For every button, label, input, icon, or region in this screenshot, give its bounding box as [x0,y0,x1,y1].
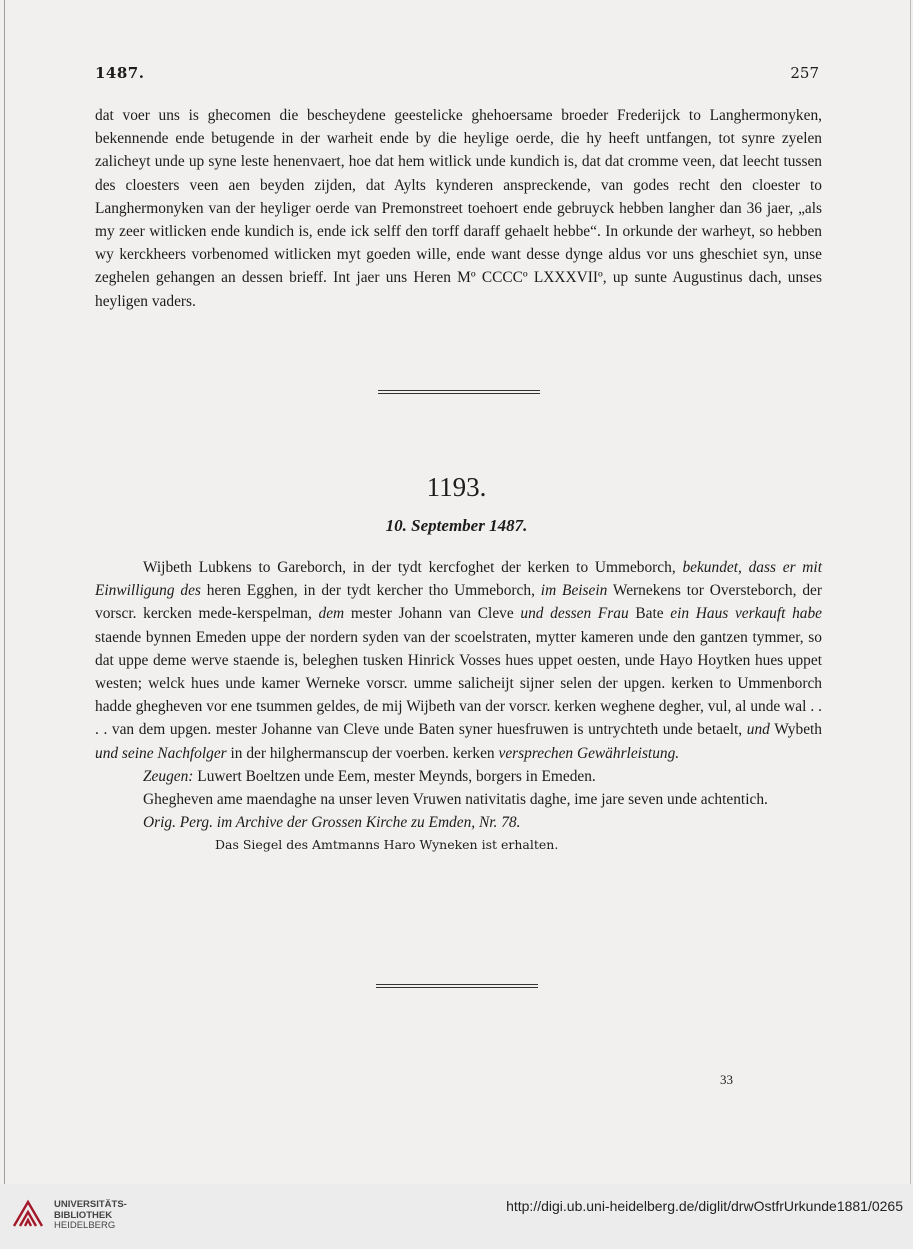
header-page-number: 257 [790,64,819,82]
witnesses-paragraph [95,765,822,788]
page-left-edge [4,0,5,1184]
text-run-italic: ein Haus verkauft habe [670,605,823,623]
previous-document-text [95,104,822,313]
source-text: Orig. Perg. im Archive der Grossen Kirche zu Emden, Nr. [143,814,498,832]
text-run: Wybeth [774,721,822,739]
header-year: 1487. [95,64,145,82]
text-run: Wijbeth Lubkens to Gareborch, in der tydt kercfoghet der kerken to Ummeborch, [143,559,676,576]
text-run-italic: und seine Nachfolger [95,744,227,762]
source-number: 78. [501,814,521,832]
university-library-logo-icon [10,1196,46,1232]
paragraph: dat voer uns is ghecomen die bescheydene geestelicke ghehoersame broeder Frederijck to Langhermonyken, bekennende ende betugende in der warheit ende by die heylige oerde, die hy heeft untfangen, tot synre zyelen zalicheyt unde up syne leste henenvaert, hoe dat hem witlick unde kundich is, dat dat cromme veen, dat leecht tussen des cloesters veen aen beyden zijden, dat Aylts kynderen anspreckende, van godes recht den cloester to Langhermonyken van der heyliger oerde van Premonstreet toehoert ende gebruyck hebben langher dan 36 jaer, „als my zeer witlicken ende kundich is, ende ick selff den torff daraff gehaelt hebbe“. In orkunde der warheyt, so hebben wy kerckheers vorbenomed witlicken myt goeden wille, ende want desse dynge aldus vor uns gheschiet syn, unse zeghelen gehangen an dessen brieff. Int jaer uns Heren Mº CCCCº LXXXVIIº, up sunte Augustinus dach, unses heyligen vaders. [95,107,822,310]
library-logo-text [54,1200,127,1232]
source-citation [95,811,822,834]
text-run-italic: und dessen Frau [520,605,629,623]
logo-line: UNIVERSITÄTS- [54,1199,127,1210]
page-right-edge [910,0,911,1184]
regest-paragraph [95,556,822,765]
text-run-italic: versprechen Gewährleistung. [498,744,680,762]
signature-mark: 33 [720,1072,733,1087]
logo-line: HEIDELBERG [54,1220,116,1231]
witnesses-label: Zeugen: [143,767,194,785]
text-run: in der hilghermanscup der voerben. kerken [230,744,495,762]
text-run: Bate [635,605,664,623]
section-divider [378,390,540,394]
document-number: 1193. [426,472,487,502]
text-run-italic: bekundet, dass er mit Einwilligung des [95,559,822,600]
dating-paragraph: Ghegheven ame maendaghe na unser leven Vruwen nativitatis daghe, ime jare seven unde achtentich. [143,791,768,809]
text-run-italic: im Beisein [540,582,608,600]
viewer-footer [0,1184,913,1249]
document-date: 10. September 1487. [385,516,528,535]
witnesses-text: Luwert Boeltzen unde Eem, mester Meynds, borgers in Emeden. [197,767,596,785]
text-run: Wernekens tor Oversteborch, der vorscr. kercken mede-kerspelman, [95,582,822,623]
section-divider [376,984,538,988]
seal-note: Das Siegel des Amtmanns Haro Wyneken ist erhalten. [215,837,559,853]
document-body [95,556,822,856]
text-run-italic: und [746,721,770,739]
text-run: heren Egghen, in der tydt kercher tho Ummeborch, [206,582,535,600]
text-run: staende bynnen Emeden uppe der nordern syden van der scoelstraten, mytter kameren unde den gantzen tymmer, so dat uppe deme werve staende is, beleghen tusken Hinrick Vosses hues uppet oesten, unde Hayo Hoytken hues uppet westen; welck hues unde kamer Werneke vorscr. umme salicheijt sijner selen der upgen. kerken to Ummenborch hadde ghegheven vor ene tsummen geldes, de mij Wijbeth van der vorscr. kerken weghene degher, vul, al unde wal . . . . van dem upgen. mester Johanne van Cleve unde Baten syner huesfruwen is untrychteth unde betaelt, [95,628,822,739]
text-run: mester Johann van Cleve [350,605,514,623]
permalink-url[interactable]: http://digi.ub.uni-heidelberg.de/diglit/drwOstfrUrkunde1881/0265 [506,1198,903,1214]
text-run-italic: dem [318,605,345,623]
running-header [95,64,819,86]
logo-line: BIBLIOTHEK [54,1209,113,1221]
